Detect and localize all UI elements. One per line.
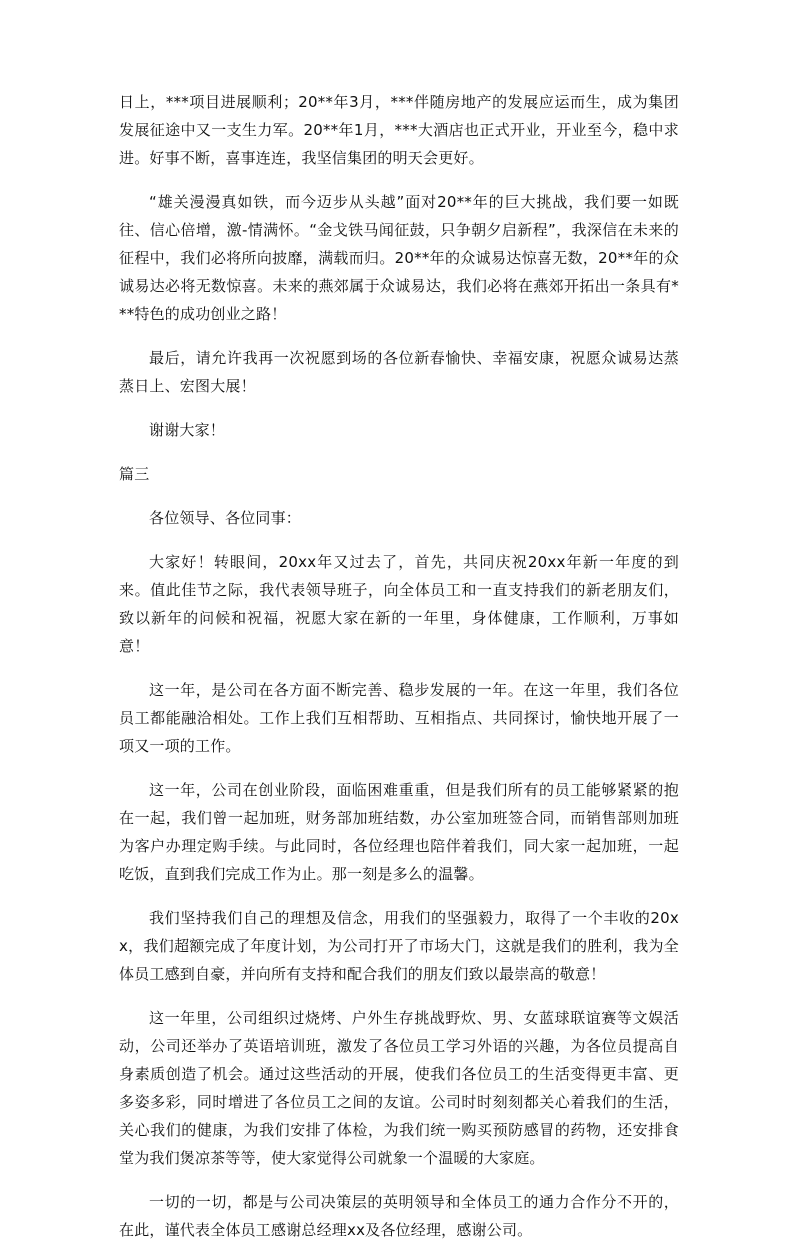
salutation: 各位领导、各位同事： <box>149 509 302 527</box>
paragraph-gratitude: 一切的一切，都是与公司决策层的英明领导和全体员工的通力合作分不开的，在此，谨代表全体员工感谢总经理xx及各位经理，感谢公司。 <box>119 1193 679 1239</box>
paragraph-challenge: “雄关漫漫真如铁，而今迈步从头越”面对20**年的巨大挑战，我们要一如既往、信心倍增，激-情满怀。“金戈铁马闻征鼓，只争朝夕启新程”，我深信在未来的征程中，我们必将所向披靡，满载而归。20**年的众诚易达惊喜无数，20**年的众诚易达必将无数惊喜。未来的燕郊属于众诚易达，我们必将在燕郊开拓出一条具有***特色的成功创业之路！ <box>119 193 679 323</box>
paragraph-achievements: 我们坚持我们自己的理想及信念，用我们的坚强毅力，取得了一个丰收的20xx，我们超额完成了年度计划，为公司打开了市场大门，这就是我们的胜利，我为全体员工感到自豪，并向所有支持和配合我们的朋友们致以最崇高的敬意！ <box>119 909 679 983</box>
paragraph-year-review: 这一年，是公司在各方面不断完善、稳步发展的一年。在这一年里，我们各位员工都能融洽相处。工作上我们互相帮助、互相指点、共同探讨，愉快地开展了一项又一项的工作。 <box>119 681 679 755</box>
section-title: 篇三 <box>119 465 150 483</box>
paragraph-closing-wishes: 最后，请允许我再一次祝愿到场的各位新春愉快、幸福安康，祝愿众诚易达蒸蒸日上、宏图大展！ <box>119 349 679 395</box>
paragraph-difficulties: 这一年，公司在创业阶段，面临困难重重，但是我们所有的员工能够紧紧的抱在一起，我们曾一起加班，财务部加班结数，办公室加班签合同，而销售部则加班为客户办理定购手续。与此同时，各位经理也陪伴着我们，同大家一起加班，一起吃饭，直到我们完成工作为止。那一刻是多么的温馨。 <box>119 781 679 883</box>
paragraph-greeting: 大家好！转眼间，20xx年又过去了，首先，共同庆祝20xx年新一年度的到来。值此佳节之际，我代表领导班子，向全体员工和一直支持我们的新老朋友们，致以新年的问候和祝福，祝愿大家在新的一年里，身体健康，工作顺利，万事如意！ <box>119 553 679 655</box>
document-page <box>119 88 679 1260</box>
paragraph-continuation: 日上，***项目进展顺利；20**年3月，***伴随房地产的发展应运而生，成为集团发展征途中又一支生力军。20**年1月，***大酒店也正式开业，开业至今，稳中求进。好事不断，喜事连连，我坚信集团的明天会更好。 <box>119 93 679 167</box>
paragraph-thanks: 谢谢大家！ <box>149 421 226 439</box>
paragraph-activities: 这一年里，公司组织过烧烤、户外生存挑战野炊、男、女蓝球联谊赛等文娱活动，公司还举办了英语培训班，激发了各位员工学习外语的兴趣，为各位员提高自身素质创造了机会。通过这些活动的开展，使我们各位员工的生活变得更丰富、更多姿多彩，同时增进了各位员工之间的友谊。公司时时刻刻都关心着我们的生活，关心我们的健康，为我们安排了体检，为我们统一购买预防感冒的药物，还安排食堂为我们煲凉茶等等，使大家觉得公司就象一个温暖的大家庭。 <box>119 1009 679 1167</box>
